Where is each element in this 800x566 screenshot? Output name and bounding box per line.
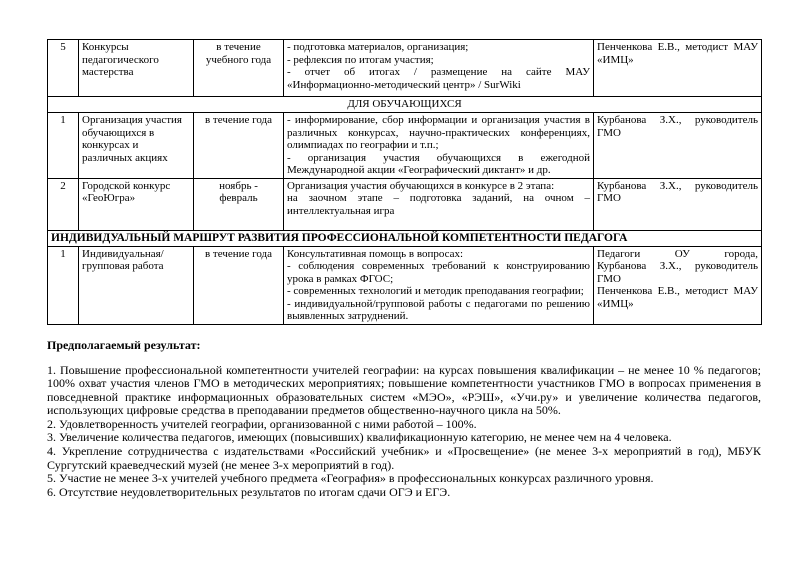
details-line: - подготовка материалов, организация; xyxy=(287,41,469,53)
responsible-line: Курбанова З.Х., руководитель ГМО xyxy=(597,114,758,139)
result-item: 4. Укрепление сотрудничества с издательствами «Российский учебник» и «Просвещение» (не менее 3-х мероприятий в год), МБУК Сургутский краеведческий музей (не менее 3-х мероприятий в год). xyxy=(47,444,761,472)
details-cell xyxy=(284,178,594,230)
row-number-cell: 5 xyxy=(48,40,79,97)
timeframe-line: февраль xyxy=(219,192,258,204)
details-line: Организация участия обучающихся в конкурсе в 2 этапа: xyxy=(287,179,555,192)
responsible-line: Курбанова З.Х., руководитель ГМО xyxy=(597,260,758,285)
row-number-cell: 1 xyxy=(48,246,79,324)
responsible-cell xyxy=(594,113,762,179)
details-line: - индивидуальной/групповой работы с педагогами по решению выявленных затруднений. xyxy=(287,297,590,322)
activity-name-cell: Индивидуальная/ групповая работа xyxy=(79,246,194,324)
expected-results-heading: Предполагаемый результат: xyxy=(47,337,201,352)
timeframe-line: в течение года xyxy=(204,247,273,260)
timeframe-cell xyxy=(194,113,284,179)
activity-name-cell: Организация участия обучающихся в конкурсах и различных акциях xyxy=(79,113,194,179)
details-line: - отчет об итогах / размещение на сайте МАУ «Информационно-методический центр» / SurWiki xyxy=(287,66,590,91)
section-header-label: ДЛЯ ОБУЧАЮЩИХСЯ xyxy=(48,97,762,113)
responsible-cell xyxy=(594,40,762,97)
timeframe-cell xyxy=(194,246,284,324)
details-line: Консультативная помощь в вопросах: xyxy=(287,247,464,260)
result-item: 5. Участие не менее 3-х учителей учебного предмета «География» в профессиональных конкурсах различного уровня. xyxy=(47,471,654,486)
details-line: - современных технологий и методик преподавания географии; xyxy=(287,285,584,297)
activity-name-cell: Конкурсы педагогического мастерства xyxy=(79,40,194,97)
responsible-cell xyxy=(594,246,762,324)
expected-results-section xyxy=(47,338,761,500)
plan-table xyxy=(47,39,762,325)
timeframe-cell xyxy=(194,178,284,230)
section-header-individual-route xyxy=(48,230,762,246)
row-number-cell: 1 xyxy=(48,113,79,179)
table-row xyxy=(48,246,762,324)
timeframe-line: ноябрь - xyxy=(219,179,258,192)
details-line: - соблюдения современных требований к конструированию урока в рамках ФГОС; xyxy=(287,260,590,285)
responsible-line: Курбанова З.Х., руководитель ГМО xyxy=(597,179,758,204)
table-row xyxy=(48,178,762,230)
row-number-cell: 2 xyxy=(48,178,79,230)
timeframe-line: в течение xyxy=(216,41,261,53)
section-header-students xyxy=(48,97,762,113)
table-row xyxy=(48,113,762,179)
details-cell xyxy=(284,40,594,97)
details-line: - рефлексия по итогам участия; xyxy=(287,53,434,66)
details-cell xyxy=(284,246,594,324)
result-item: 2. Удовлетворенность учителей географии, организованной с ними работой – 100%. xyxy=(47,416,477,431)
details-line: на заочном этапе – подготовка заданий, на очном – интеллектуальная игра xyxy=(287,192,590,217)
responsible-line: Педагоги ОУ города, xyxy=(597,247,758,260)
table-row xyxy=(48,40,762,97)
result-item: 3. Увеличение количества педагогов, имеющих (повысивших) квалификационную категорию, не менее чем на 4 человека. xyxy=(47,430,672,445)
details-cell xyxy=(284,113,594,179)
result-item: 6. Отсутствие неудовлетворительных результатов по итогам сдачи ОГЭ и ЕГЭ. xyxy=(47,484,451,499)
section-header-label: ИНДИВИДУАЛЬНЫЙ МАРШРУТ РАЗВИТИЯ ПРОФЕССИОНАЛЬНОЙ КОМПЕТЕНТНОСТИ ПЕДАГОГА xyxy=(48,230,762,246)
details-line: - информирование, сбор информации и организация участия в различных конкурсах, научно-практических конференциях, олимпиадах по географии и т.п.; xyxy=(287,114,590,151)
responsible-line: Пенченкова Е.В., методист МАУ «ИМЦ» xyxy=(597,41,758,66)
activity-name-cell: Городской конкурс «ГеоЮгра» xyxy=(79,178,194,230)
timeframe-line: учебного года xyxy=(205,53,272,66)
result-item: 1. Повышение профессиональной компетентности учителей географии: на курсах повышения квалификации – не менее 10 % педагогов; 100% охват участия членов ГМО в методических мероприятиях; повышение компетентности участников ГМО в вопросах применения в повседневной практике информационных образовательных систем «МЭО», «РЭШ», «Учи.ру» и увеличение количества педагогов, использующих цифровые средства в преподавании предметов общественно-научного цикла на 50%. xyxy=(47,362,761,418)
details-line: - организация участия обучающихся в ежегодной Международной акции «Географический диктант» и др. xyxy=(287,151,590,176)
timeframe-cell xyxy=(194,40,284,97)
responsible-line: Пенченкова Е.В., методист МАУ «ИМЦ» xyxy=(597,285,758,310)
responsible-cell xyxy=(594,178,762,230)
timeframe-line: в течение года xyxy=(204,114,273,126)
expected-results-list xyxy=(47,364,761,500)
